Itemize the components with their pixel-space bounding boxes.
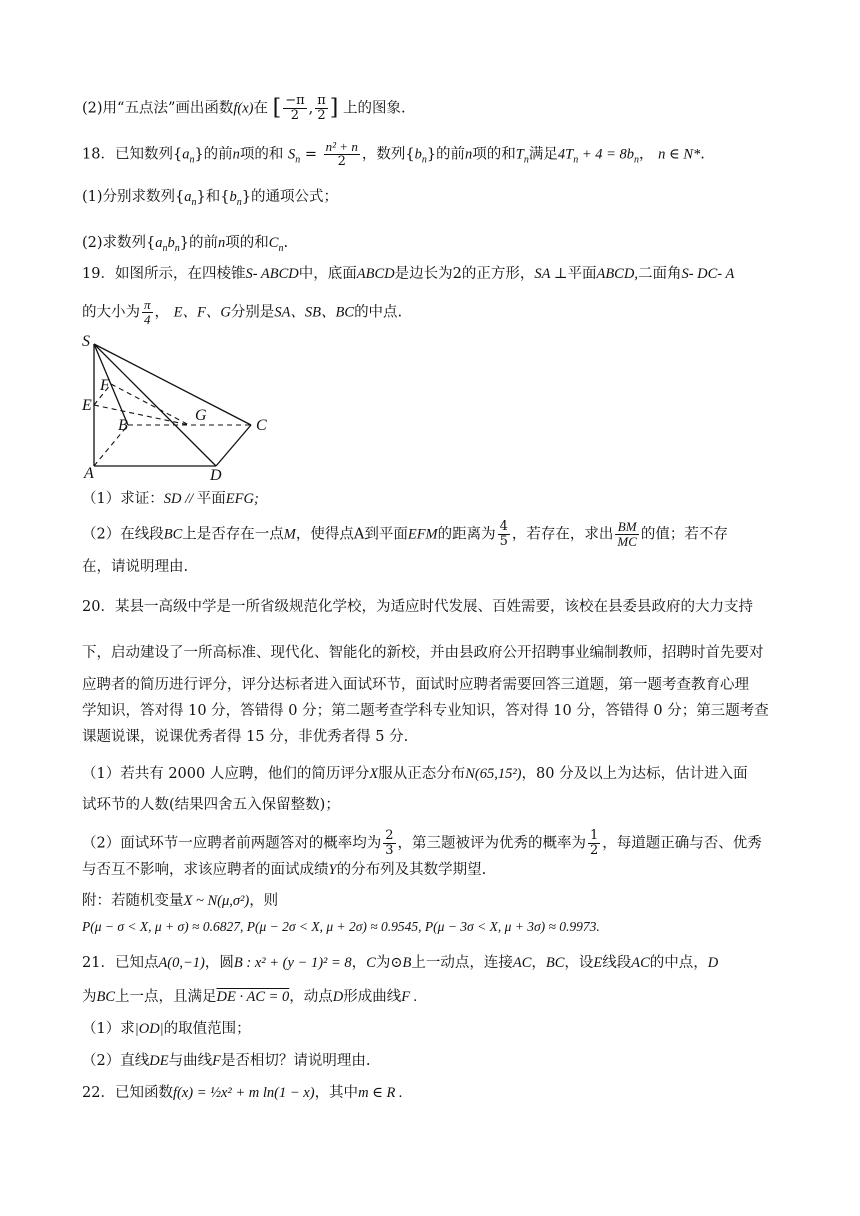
- text: 的分布列及其数学期望.: [336, 862, 487, 878]
- text: 上是否存在一点: [182, 526, 284, 543]
- label-G: G: [195, 407, 207, 424]
- math: a: [184, 189, 192, 205]
- q19-stem: [82, 263, 790, 285]
- text: (2)用“五点法”画出函数: [82, 100, 234, 117]
- bracket: ]: [329, 95, 339, 121]
- q19-stem-2: [82, 298, 790, 327]
- fraction: [588, 829, 600, 858]
- q19-part2: [82, 520, 790, 549]
- label-F: F: [100, 377, 110, 394]
- math: B: [402, 955, 412, 971]
- math: b: [229, 189, 237, 205]
- text: 18．已知数列: [82, 146, 173, 163]
- text: 的值；若不存: [640, 526, 728, 543]
- math: DE: [149, 1053, 169, 1069]
- math: X: [369, 766, 379, 782]
- q21-part1: [82, 1018, 790, 1040]
- text: 项的和: [472, 146, 516, 163]
- text: （2）面试环节一应聘者前两题答对的概率均为: [82, 835, 382, 852]
- text: 的取值范围；: [163, 1021, 251, 1037]
- math: S: [288, 146, 296, 163]
- q20-part2: [82, 829, 790, 858]
- math: P(μ − σ < X, μ + σ) ≈ 0.6827, P(μ − 2σ < X, μ + 2σ) ≈ 0.9545, P(μ − 3σ < X, μ + 3σ) ≈ 0.9973.: [82, 919, 600, 934]
- math: C: [366, 955, 376, 971]
- q18-part2: (2)求数列$\{a_nb_n\}$的前n项的和$C_n$.: [82, 235, 289, 254]
- text: ，80 分及以上为达标，估计进入面: [521, 766, 748, 782]
- q20-line5: [82, 726, 790, 748]
- q20-line1: [82, 596, 790, 618]
- text: 试环节的人数(结果四舍五入保留整数)；: [82, 797, 340, 813]
- label-D: D: [210, 467, 222, 482]
- math: AC: [631, 955, 650, 971]
- text: ，: [531, 955, 546, 971]
- text: 是否相切？请说明理由.: [220, 1053, 371, 1069]
- bracket: [: [272, 95, 282, 121]
- text: (1)分别求数列: [82, 189, 176, 205]
- text: （2）直线: [82, 1053, 150, 1069]
- q20-part1: [82, 763, 790, 785]
- num: 1: [590, 828, 599, 843]
- label-C: C: [256, 417, 267, 434]
- text: 二面角: [637, 266, 682, 282]
- q19-part1: [82, 488, 790, 510]
- text: 平面: [567, 266, 597, 282]
- math: D: [332, 989, 344, 1005]
- math: ABCD,: [596, 266, 638, 282]
- text: 是边长为2的正方形，: [394, 266, 535, 282]
- text: 22．已知函数: [82, 1085, 173, 1101]
- label-B: B: [118, 417, 128, 434]
- q21-stem: [82, 952, 790, 974]
- text: 项的和: [225, 235, 269, 251]
- text: 学知识，答对得 10 分，答错得 0 分；第二题考查学科专业知识，答对得 10 分，答错得 0 分；第三题考查: [82, 703, 769, 719]
- text: 线段: [602, 955, 632, 971]
- text: 20．某县一高级中学是一所省级规范化学校，为适应时代发展、百姓需要，该校在县委县政府的大力支持: [82, 599, 753, 615]
- text: 在: [253, 100, 268, 117]
- math: n: [218, 235, 226, 251]
- math: BC: [545, 955, 565, 971]
- edge-SC: [94, 344, 251, 425]
- text: 上的图象.: [343, 100, 406, 117]
- fraction: [142, 298, 153, 327]
- fraction: [383, 829, 395, 858]
- den: 2: [290, 108, 300, 123]
- label-S: S: [82, 333, 90, 350]
- q18-stem: 18．已知数列$\{a_n\}$的前n项的和 $S_n$ = $\frac{\text{n² + n}}{2}$ ，数列$\{b_n\}$的前n项的和$T_n$满足$4T_n + 4 = 8b_n$， n ∈ N*.: [82, 139, 705, 169]
- text: ，圆: [204, 955, 234, 971]
- edge-SD: [94, 344, 216, 466]
- label-E: E: [82, 397, 92, 414]
- math: BC: [96, 989, 116, 1005]
- math: m ∈ R .: [358, 1085, 403, 1101]
- q18-part1: (1)分别求数列$\{a_n\}$和$\{b_n\}$的通项公式；: [82, 189, 338, 208]
- math: T: [515, 146, 524, 163]
- q20-line4: [82, 700, 790, 722]
- num: π: [317, 93, 326, 108]
- math: A(0,−1): [158, 955, 205, 971]
- text: 19．如图所示，在四棱锥: [82, 266, 246, 282]
- text: ，每道题正确与否、优秀: [602, 835, 762, 852]
- text: 满足: [528, 146, 558, 163]
- text: ，第三题被评为优秀的概率为: [397, 835, 587, 852]
- text: 下，启动建设了一所高标准、现代化、智能化的新校，并由县政府公开招聘事业编制教师，招聘时首先要对: [82, 645, 764, 661]
- text: ，数列: [361, 146, 406, 163]
- math: F: [212, 1053, 221, 1069]
- math: M: [283, 526, 296, 543]
- segment-EG: [94, 405, 189, 425]
- math: a: [182, 146, 190, 163]
- edge-DC: [216, 425, 251, 466]
- fraction: [315, 94, 328, 123]
- den: 2: [337, 154, 346, 169]
- text: 与否互不影响，求该应聘者的面试成绩: [82, 862, 329, 878]
- math: BC: [163, 526, 183, 543]
- text: 平面: [196, 491, 226, 507]
- text: 的大小为: [82, 304, 140, 321]
- text: 和: [205, 189, 221, 205]
- math: n: [232, 146, 240, 163]
- text: 中，底面: [298, 266, 357, 282]
- text: 上一动点，连接: [411, 955, 513, 971]
- text: 的中点，: [649, 955, 708, 971]
- den: 4: [144, 312, 151, 327]
- text: 21．已知点: [82, 955, 159, 971]
- text: 上一点，且满足: [115, 989, 217, 1005]
- q19-part2-cont: [82, 556, 790, 578]
- text: 与曲线: [168, 1053, 213, 1069]
- math: X ~ N(μ,σ²): [183, 893, 250, 909]
- text: 在，请说明理由.: [82, 559, 189, 575]
- math: N(65,15²): [465, 766, 522, 782]
- math: a: [155, 235, 163, 251]
- den: MC: [617, 534, 637, 549]
- q22-stem: [82, 1082, 790, 1104]
- den: 2: [590, 843, 599, 858]
- text: 分别是: [230, 304, 275, 321]
- math: SA、SB、BC: [274, 304, 355, 321]
- q20-line2: [82, 642, 790, 664]
- math: E: [593, 955, 603, 971]
- math: |OD|: [134, 1021, 164, 1037]
- math: f(x) = ½x² + m ln(1 − x): [172, 1085, 315, 1101]
- math: E、F、G: [173, 304, 231, 321]
- text: 形成曲线: [343, 989, 402, 1005]
- text: 项的和: [239, 146, 284, 163]
- label-A: A: [84, 465, 94, 482]
- text: （2）在线段: [82, 526, 164, 543]
- q21-stem-2: [82, 986, 790, 1008]
- text: 的中点.: [354, 304, 403, 321]
- math: AC: [512, 955, 532, 971]
- q20-part2-cont: [82, 859, 790, 881]
- q20-prob: [82, 916, 790, 938]
- math: S- DC- A: [681, 266, 735, 282]
- text: （1）求证：: [82, 491, 164, 507]
- num: 2: [385, 828, 394, 843]
- text: （1）求: [82, 1021, 135, 1037]
- text: 的通项公式；: [250, 189, 338, 205]
- math: n ∈ N*: [658, 146, 701, 163]
- fraction: [498, 520, 510, 549]
- q17-part2: (2)用“五点法”画出函数f(x)在 [ $\frac{-\pi}{2}$ , $\frac{\pi}{2}$ ] 上的图象.: [82, 93, 406, 123]
- text: 的前: [436, 146, 466, 163]
- q20-line3: [82, 674, 790, 696]
- text: 为: [82, 989, 97, 1005]
- math: S- ABCD: [245, 266, 299, 282]
- math: D: [707, 955, 719, 971]
- math: 4T: [557, 146, 574, 163]
- text: 的前: [203, 146, 233, 163]
- text: ，设: [564, 955, 594, 971]
- text: 的距离为: [437, 526, 496, 543]
- math: ABCD: [356, 266, 395, 282]
- den: 5: [499, 534, 508, 549]
- text: 课题说课，说课优秀者得 15 分，非优秀者得 5 分.: [82, 729, 409, 745]
- text: ，: [154, 304, 170, 321]
- text: 应聘者的简历进行评分，评分达标者进入面试环节，面试时应聘者需要回答三道题，第一题考查教育心理: [82, 677, 749, 693]
- pyramid-figure: [78, 332, 278, 482]
- text: （1）若共有 2000 人应聘，他们的简历评分: [82, 766, 370, 782]
- q21-part2: [82, 1050, 790, 1072]
- fraction: [283, 94, 306, 123]
- text: 的前: [189, 235, 219, 251]
- math: n: [465, 146, 473, 163]
- text: 为⊙: [375, 955, 403, 971]
- den: 3: [385, 843, 394, 858]
- text: ，动点: [289, 989, 333, 1005]
- math: C: [268, 235, 279, 251]
- q20-part1-cont: [82, 794, 790, 816]
- num: BM: [615, 520, 639, 535]
- text: (2)求数列: [82, 235, 147, 251]
- num: 4: [499, 519, 508, 534]
- text: ，其中: [314, 1085, 359, 1101]
- den: 2: [317, 108, 326, 123]
- math: B : x² + (y − 1)² = 8: [233, 955, 352, 971]
- math: SA ⊥: [534, 266, 568, 282]
- math: EFG;: [225, 491, 259, 507]
- math: EFM: [407, 526, 438, 543]
- fraction: [324, 140, 360, 169]
- num: n² + n: [325, 139, 358, 154]
- text: ，使得点A到平面: [295, 526, 408, 543]
- text: ，: [351, 955, 367, 971]
- text: ，若存在，求出: [511, 526, 614, 543]
- math: f(x): [233, 100, 254, 117]
- math: + 4 = 8b: [578, 146, 635, 163]
- fraction: [615, 520, 639, 549]
- text: 服从正态分布: [378, 766, 466, 782]
- text: ，则: [249, 893, 279, 909]
- text: ，: [639, 146, 654, 163]
- num: −π: [285, 93, 305, 108]
- math: Y: [328, 862, 337, 878]
- math: F .: [401, 989, 418, 1005]
- text: 附：若随机变量: [82, 893, 184, 909]
- num: π: [144, 297, 151, 312]
- math: DE · AC = 0: [216, 989, 290, 1005]
- math: b: [414, 146, 422, 163]
- math: SD //: [163, 491, 197, 507]
- q20-appendix: [82, 890, 790, 912]
